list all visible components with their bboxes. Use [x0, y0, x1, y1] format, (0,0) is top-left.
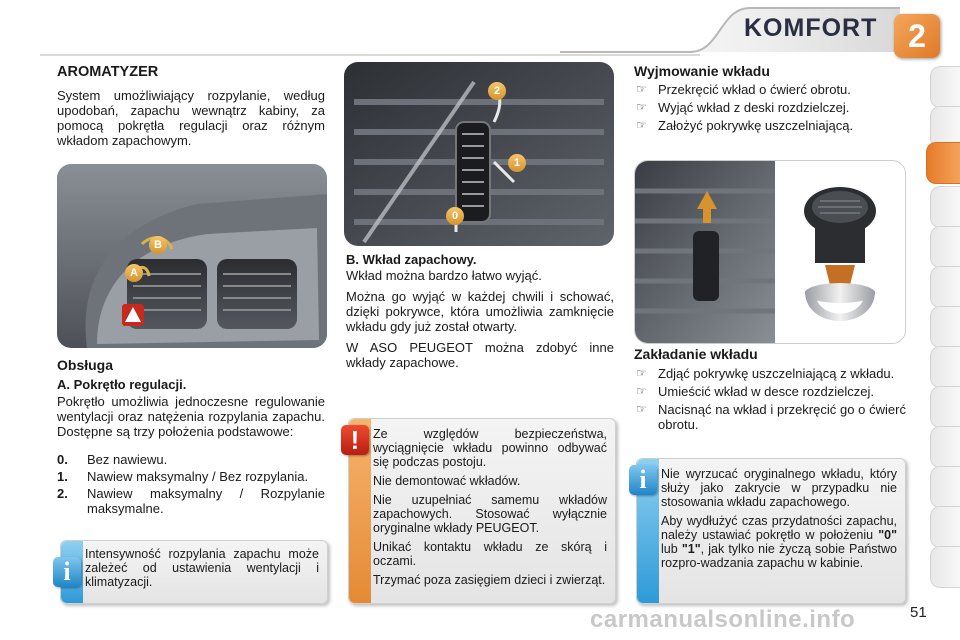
warning-p5: Trzymać poza zasięgiem dzieci i zwierząt. [373, 573, 606, 587]
obsluga-text: Pokrętło umożliwia jednoczesne regulowanie wentylacji oraz natężenia rozpylania zapachu. Dostępne są trzy położenia podstawowe: [57, 394, 325, 439]
dashboard-photo [57, 164, 327, 348]
warning-p1: Ze względów bezpieczeństwa, wyciągnięcie wkładu powinno odbywać się podczas postoju. [373, 427, 607, 469]
step-text: Założyć pokrywkę uszczelniającą. [658, 118, 854, 133]
info-note-right-text [661, 467, 897, 575]
side-tab-active[interactable] [926, 142, 960, 184]
wyjmowanie-steps [634, 82, 906, 136]
cartridge-photo [634, 160, 906, 344]
zakladanie-steps [634, 366, 906, 435]
page-number: 51 [910, 604, 927, 621]
position-1-emphasis: "1" [681, 542, 701, 556]
photo-label-a: A [125, 264, 143, 282]
dial-label-1: 1 [508, 154, 526, 172]
warning-p2: Nie demontować wkładów. [373, 474, 521, 488]
pointing-hand-icon: ☞ [636, 100, 647, 114]
position-number: 2. [57, 486, 68, 501]
step-text: Zdjąć pokrywkę uszczelniającą z wkładu. [658, 366, 895, 381]
section-heading-obsluga: Obsługa [57, 357, 114, 373]
info-note-text: Intensywność rozpylania zapachu może zależeć od ustawienia wentylacji i klimatyzacji. [85, 547, 319, 589]
side-tab-1[interactable] [930, 66, 960, 108]
side-tab-7[interactable] [930, 306, 960, 348]
list-item [57, 452, 325, 467]
side-tab-11[interactable] [930, 466, 960, 508]
position-label: Bez nawiewu. [87, 452, 168, 467]
wklad-p1: Wkład można bardzo łatwo wyjąć. [346, 268, 542, 283]
position-label: Nawiew maksymalny / Bez rozpylania. [87, 469, 309, 484]
info-right-p2-e: , jak tylko nie życzą sobie Państwo rozpro-wadzania zapachu w kabinie. [661, 542, 897, 570]
sub-heading-a: A. Pokrętło regulacji. [57, 377, 187, 392]
step-text: Wyjąć wkład z deski rozdzielczej. [658, 100, 850, 115]
side-tab-13[interactable] [930, 546, 960, 588]
chapter-number-badge: 2 [894, 14, 940, 58]
info-note-right [636, 458, 906, 604]
list-item [57, 486, 325, 516]
chapter-title: KOMFORT [744, 14, 878, 42]
position-0-emphasis: "0" [878, 528, 897, 542]
wklad-p2: Można go wyjąć w każdej chwili i schować, dzięki pokrywce, która umożliwia zamknięcie wkładu gdy już został otwarty. [346, 289, 614, 334]
list-item [634, 384, 906, 399]
position-number: 1. [57, 469, 68, 484]
position-label: Nawiew maksymalny / Rozpylanie maksymalne. [87, 486, 325, 516]
warning-note [348, 418, 616, 604]
side-tab-6[interactable] [930, 266, 960, 308]
side-tab-5[interactable] [930, 226, 960, 268]
info-icon: i [629, 465, 657, 495]
pointing-hand-icon: ☞ [636, 402, 647, 416]
warning-icon: ! [341, 425, 369, 455]
side-tab-8[interactable] [930, 346, 960, 388]
section-heading-zakladanie: Zakładanie wkładu [634, 346, 758, 362]
pointing-hand-icon: ☞ [636, 82, 647, 96]
position-number: 0. [57, 452, 68, 467]
info-right-p2 [661, 514, 897, 570]
photo-label-b: B [149, 236, 167, 254]
warning-p3: Nie uzupełniać samemu wkładów zapachowych. Stosować wyłącznie oryginalne wkłady PEUGEOT. [373, 493, 607, 535]
info-right-p2-c: lub [661, 542, 682, 556]
list-item [634, 402, 906, 432]
list-item [57, 469, 325, 484]
dial-label-2: 2 [488, 82, 506, 100]
side-tab-4[interactable] [930, 186, 960, 228]
pointing-hand-icon: ☞ [636, 384, 647, 398]
warning-note-text [373, 427, 607, 592]
wklad-section [346, 268, 614, 376]
positions-list [57, 452, 325, 518]
section-heading-aromatyzer: AROMATYZER [57, 64, 159, 80]
info-icon: i [53, 557, 81, 587]
step-text: Umieścić wkład w desce rozdzielczej. [658, 384, 875, 399]
aromatyzer-intro: System umożliwiający rozpylanie, według upodobań, zapachu wewnątrz kabiny, za pomocą pokrętła regulacji oraz różnym wkładom zapachowym. [57, 88, 325, 148]
dial-label-0: 0 [446, 207, 464, 225]
list-item [634, 366, 906, 381]
watermark: carmanualsonline.info [590, 606, 856, 633]
info-right-p2-a: Aby wydłużyć czas przydatności zapachu, należy ustawiać pokrętło w położeniu [661, 514, 897, 542]
side-tab-9[interactable] [930, 386, 960, 428]
warning-p4: Unikać kontaktu wkładu ze skórą i oczami. [373, 540, 607, 568]
section-heading-wyjmowanie: Wyjmowanie wkładu [634, 63, 770, 79]
sub-heading-b: B. Wkład zapachowy. [346, 252, 477, 267]
pointing-hand-icon: ☞ [636, 366, 647, 380]
list-item [634, 118, 906, 133]
step-text: Nacisnąć na wkład i przekręcić go o ćwierć obrotu. [658, 402, 906, 432]
list-item [634, 82, 906, 97]
step-text: Przekręcić wkład o ćwierć obrotu. [658, 82, 851, 97]
info-right-p1: Nie wyrzucać oryginalnego wkładu, który służy jako zakrycie w przypadku nie stosowania wkładu zapachowego. [661, 467, 897, 509]
side-tab-10[interactable] [930, 426, 960, 468]
wklad-p3: W ASO PEUGEOT można zdobyć inne wkłady zapachowe. [346, 340, 614, 370]
pointing-hand-icon: ☞ [636, 118, 647, 132]
list-item [634, 100, 906, 115]
side-tab-12[interactable] [930, 506, 960, 548]
vent-dial-photo [344, 62, 614, 246]
info-note-left [60, 540, 328, 604]
